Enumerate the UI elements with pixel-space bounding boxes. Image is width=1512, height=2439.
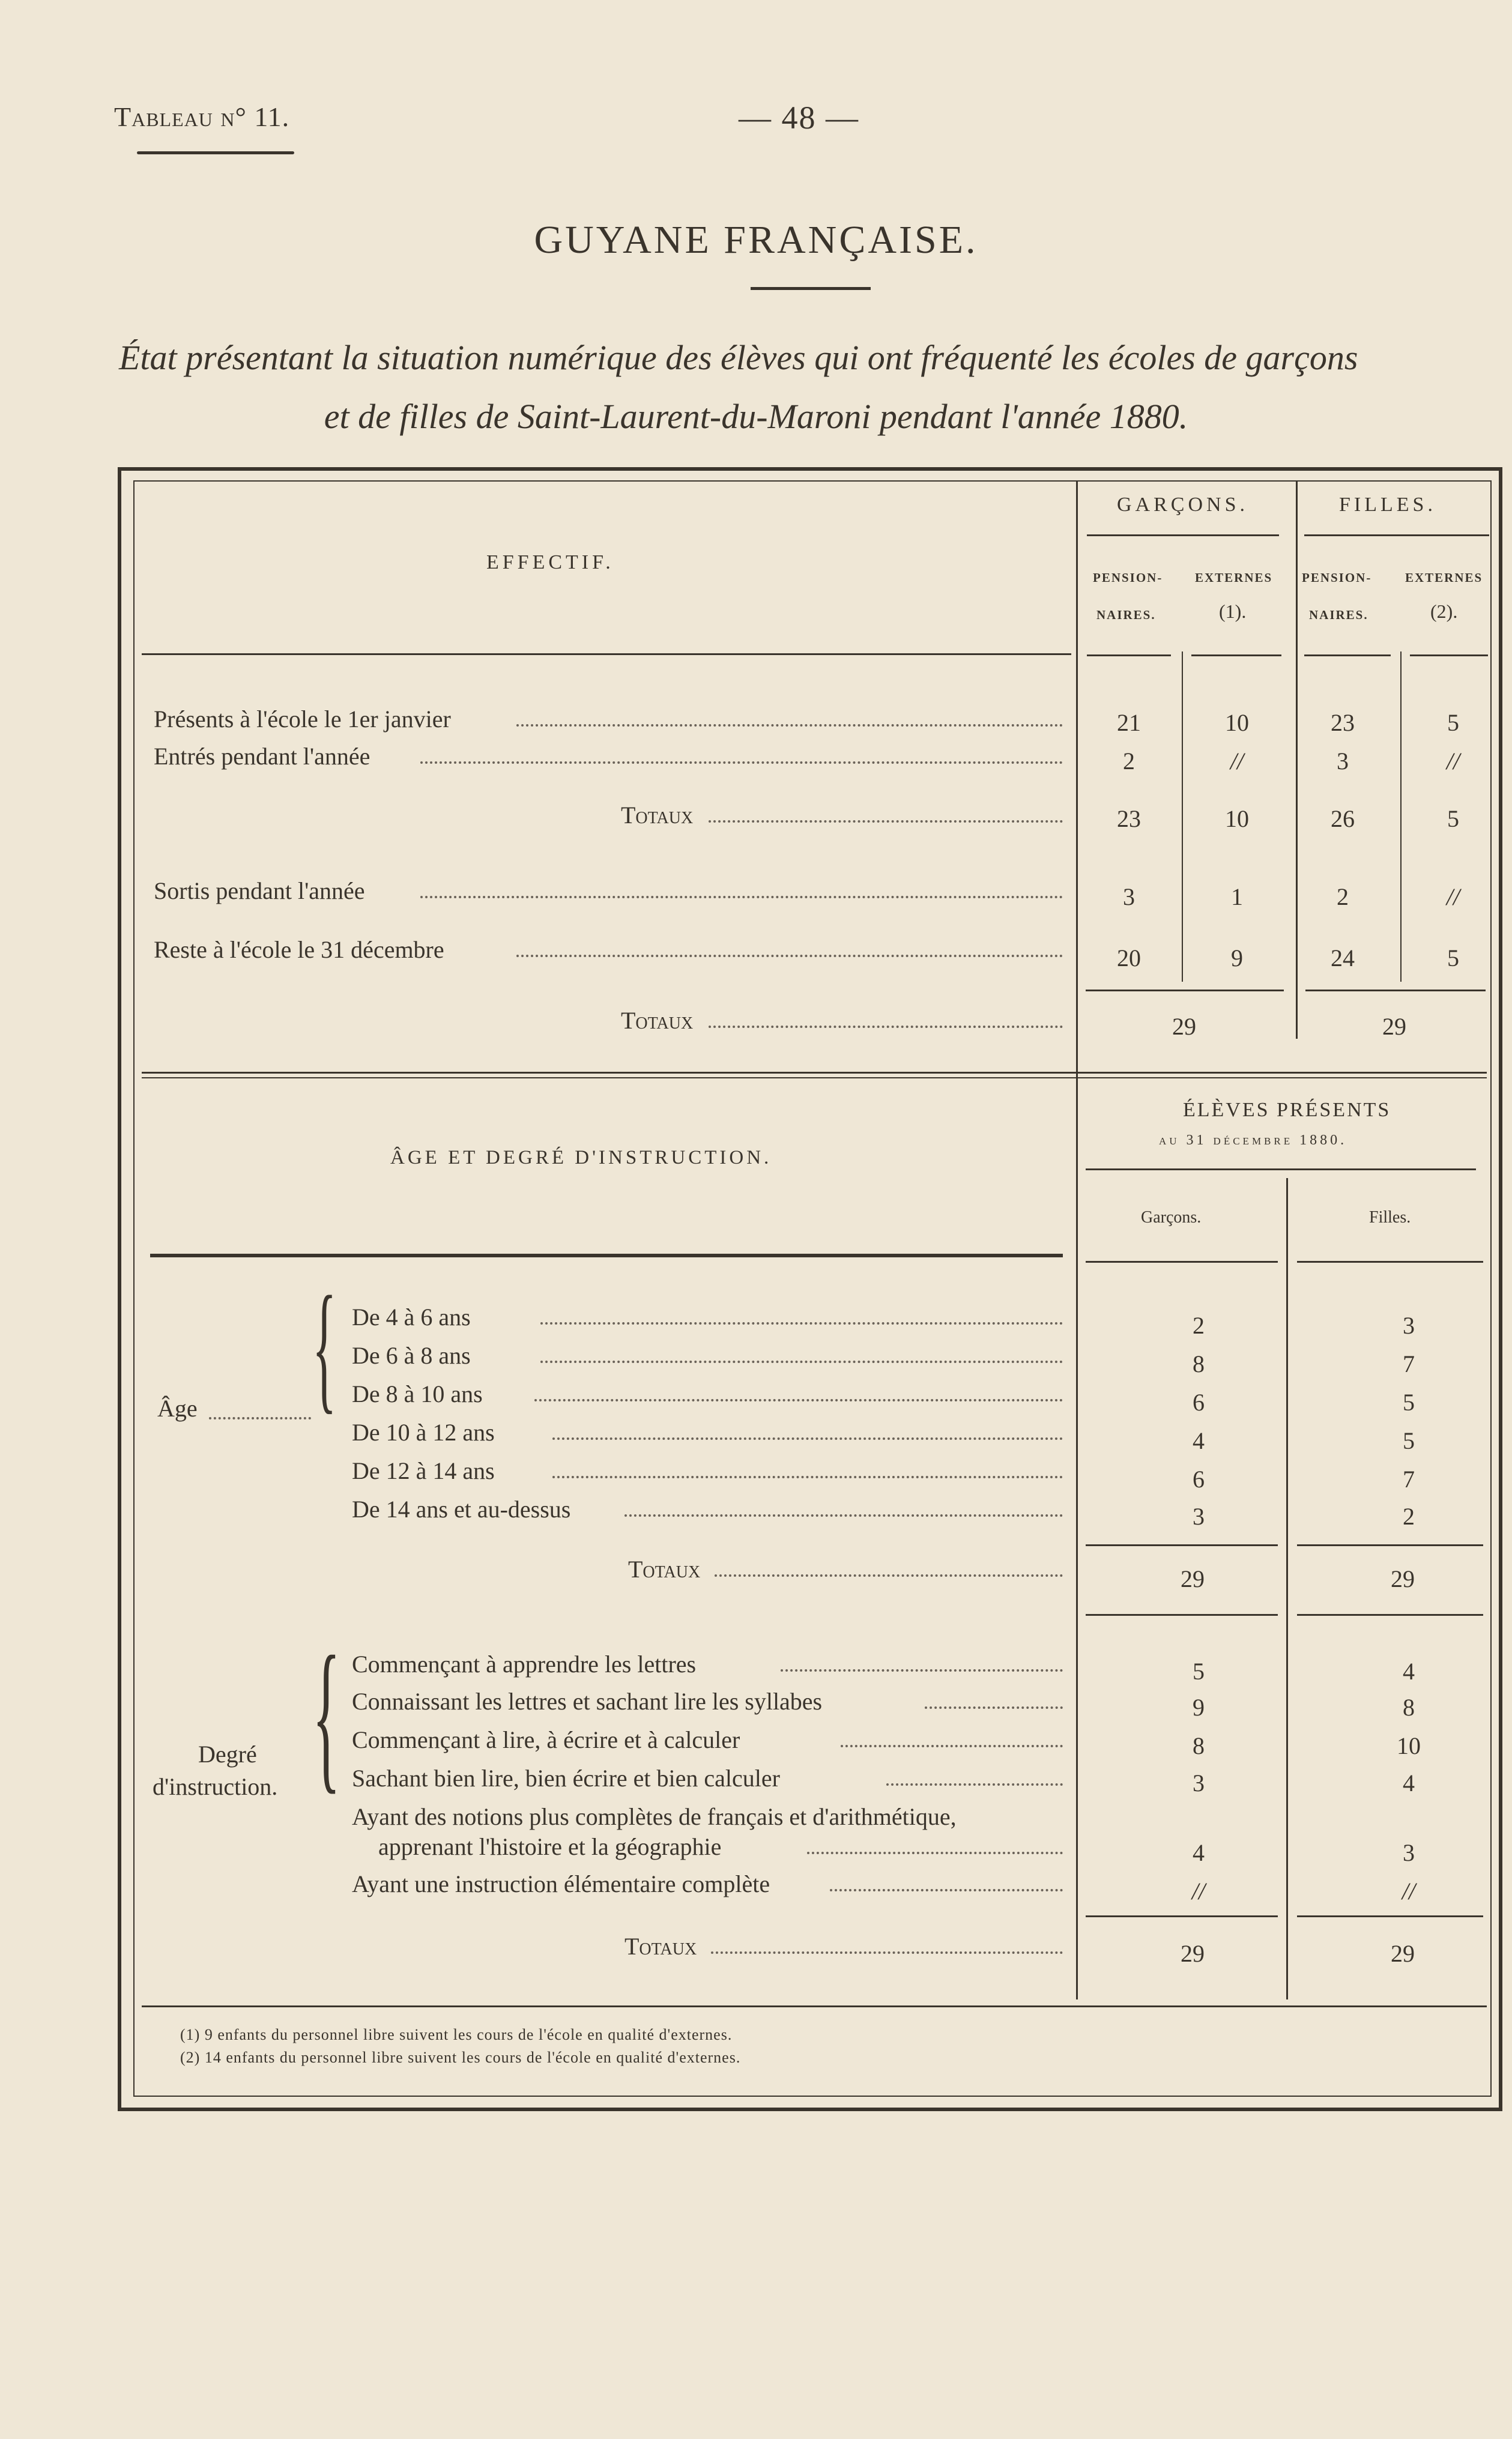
cell-value: // bbox=[1446, 748, 1460, 775]
subtitle-line-1: État présentant la situation numérique des élèves qui ont fréquenté les écoles de garçons bbox=[119, 338, 1358, 377]
age-totaux-label: Totaux bbox=[628, 1556, 701, 1583]
grand-totaux-label: Totaux bbox=[621, 1007, 694, 1034]
age-label: Âge bbox=[157, 1395, 198, 1422]
dot-leader bbox=[624, 1514, 1063, 1517]
row-label: Présents à l'école le 1er janvier bbox=[154, 706, 451, 733]
footnote-2: (2) 14 enfants du personnel libre suivent les cours de l'école en qualité d'externes. bbox=[180, 2049, 741, 2066]
divider-garcons-sub bbox=[1182, 651, 1183, 982]
cell-value: 5 bbox=[1447, 944, 1459, 972]
age-row-label: De 6 à 8 ans bbox=[352, 1342, 471, 1369]
cell-value: 3 bbox=[1123, 883, 1135, 910]
grand-total-garcons: 29 bbox=[1172, 1013, 1196, 1040]
instruction-title: ÂGE ET DEGRÉ D'INSTRUCTION. bbox=[390, 1147, 772, 1168]
dot-leader bbox=[925, 1706, 1063, 1709]
col-filles: Filles. bbox=[1369, 1208, 1411, 1227]
subtitle-line-2: et de filles de Saint-Laurent-du-Maroni pendant l'année 1880. bbox=[324, 397, 1188, 436]
section-separator-1 bbox=[142, 1072, 1487, 1074]
col-pension-a-2: PENSION- bbox=[1302, 570, 1372, 585]
cell-value: 5 bbox=[1447, 709, 1459, 736]
col-pension-b-2: NAIRES. bbox=[1309, 608, 1368, 622]
age-garcons: 3 bbox=[1193, 1503, 1205, 1530]
dot-leader bbox=[209, 1417, 311, 1419]
age-row-label: De 10 à 12 ans bbox=[352, 1419, 495, 1446]
age-filles: 5 bbox=[1403, 1427, 1415, 1454]
dot-leader bbox=[715, 1574, 1063, 1577]
degree-row-label: Sachant bien lire, bien écrire et bien calculer bbox=[352, 1765, 780, 1792]
dot-leader bbox=[841, 1745, 1063, 1747]
age-brace: { bbox=[312, 1266, 337, 1426]
dot-leader bbox=[781, 1669, 1063, 1672]
cell-value: 2 bbox=[1337, 883, 1349, 910]
dot-leader bbox=[711, 1951, 1063, 1954]
effectif-title: EFFECTIF. bbox=[486, 551, 614, 573]
cell-value: 2 bbox=[1123, 748, 1135, 775]
degree-filles: 8 bbox=[1403, 1694, 1415, 1721]
degree-filles: 3 bbox=[1403, 1839, 1415, 1866]
page-number: — 48 — bbox=[739, 100, 859, 136]
dot-leader bbox=[552, 1437, 1063, 1440]
age-garcons: 6 bbox=[1193, 1389, 1205, 1416]
row-label: Entrés pendant l'année bbox=[154, 743, 370, 770]
degree-row-label: Ayant une instruction élémentaire complète bbox=[352, 1870, 770, 1897]
cell-value: // bbox=[1446, 883, 1460, 910]
col-garcons-rule bbox=[1086, 1261, 1278, 1263]
dot-leader bbox=[807, 1852, 1063, 1854]
age-garcons: 6 bbox=[1193, 1466, 1205, 1493]
degree-filles: 4 bbox=[1403, 1658, 1415, 1685]
age-total-garcons: 29 bbox=[1181, 1565, 1205, 1592]
present-rule bbox=[1086, 1168, 1476, 1170]
degree-label-1: Degré bbox=[198, 1741, 257, 1768]
degree-filles: // bbox=[1402, 1878, 1416, 1905]
col-pension-b-1: NAIRES. bbox=[1096, 608, 1156, 622]
instruction-header-rule bbox=[150, 1254, 1063, 1257]
col-externes-1: EXTERNES bbox=[1195, 570, 1273, 585]
age-total-rule-f bbox=[1297, 1544, 1483, 1546]
group-filles: FILLES. bbox=[1339, 494, 1436, 516]
age-total-rule-g bbox=[1086, 1544, 1278, 1546]
degree-garcons: 5 bbox=[1193, 1658, 1205, 1685]
age-row-label: De 8 à 10 ans bbox=[352, 1380, 483, 1407]
divider-garcons-filles bbox=[1296, 480, 1298, 1039]
total-rule-garcons bbox=[1086, 990, 1284, 991]
dot-leader bbox=[516, 955, 1063, 957]
footnote-1: (1) 9 enfants du personnel libre suivent les cours de l'école en qualité d'externes. bbox=[180, 2026, 733, 2043]
row-label: Reste à l'école le 31 décembre bbox=[154, 936, 444, 963]
row-label: Sortis pendant l'année bbox=[154, 877, 365, 904]
age-total-filles: 29 bbox=[1391, 1565, 1415, 1592]
degree-totaux-label: Totaux bbox=[624, 1933, 697, 1960]
present-head-2: au 31 décembre 1880. bbox=[1159, 1132, 1347, 1148]
divider-label-cols bbox=[1076, 480, 1078, 1081]
dot-leader bbox=[709, 1026, 1063, 1028]
col-externes-note-2: (2). bbox=[1430, 600, 1458, 622]
degree-label-2: d'instruction. bbox=[153, 1773, 278, 1800]
dot-leader bbox=[540, 1361, 1063, 1363]
dot-leader bbox=[420, 761, 1063, 764]
age-filles: 3 bbox=[1403, 1312, 1415, 1339]
degree-garcons: 4 bbox=[1193, 1839, 1205, 1866]
title-rule bbox=[751, 287, 871, 290]
garcons-rule bbox=[1087, 534, 1279, 536]
dot-leader bbox=[516, 724, 1063, 727]
dot-leader bbox=[540, 1322, 1063, 1325]
degree-total-filles: 29 bbox=[1391, 1940, 1415, 1967]
age-row-label: De 14 ans et au-dessus bbox=[352, 1496, 571, 1523]
degree-row-label: Connaissant les lettres et sachant lire les syllabes bbox=[352, 1688, 823, 1715]
degree-filles: 10 bbox=[1397, 1732, 1421, 1759]
degree-head-rule-g bbox=[1086, 1614, 1278, 1616]
cell-value: 24 bbox=[1331, 944, 1355, 972]
cell-value: 10 bbox=[1225, 709, 1249, 736]
age-garcons: 2 bbox=[1193, 1312, 1205, 1339]
cell-value: 1 bbox=[1231, 883, 1243, 910]
degree-garcons: 8 bbox=[1193, 1732, 1205, 1759]
degree-row-label-cont: apprenant l'histoire et la géographie bbox=[378, 1833, 722, 1860]
effectif-header-rule bbox=[142, 653, 1071, 655]
degree-filles: 4 bbox=[1403, 1770, 1415, 1797]
divider-filles-sub bbox=[1400, 651, 1402, 982]
degree-garcons: 9 bbox=[1193, 1694, 1205, 1721]
cell-value: 26 bbox=[1331, 805, 1355, 832]
cell-value: 9 bbox=[1231, 944, 1243, 972]
total-rule-filles bbox=[1305, 990, 1486, 991]
col-garcons: Garçons. bbox=[1141, 1208, 1202, 1227]
tableau-underline bbox=[137, 151, 294, 154]
degree-row-label: Commençant à apprendre les lettres bbox=[352, 1651, 697, 1678]
filles-rule bbox=[1304, 534, 1489, 536]
age-row-label: De 12 à 14 ans bbox=[352, 1457, 495, 1484]
divider-label-cols-2 bbox=[1076, 1081, 1078, 1999]
section-separator-2 bbox=[142, 1077, 1487, 1078]
cell-value: 20 bbox=[1117, 944, 1141, 972]
dot-leader bbox=[830, 1889, 1063, 1891]
col-pension-a-1: PENSION- bbox=[1093, 570, 1163, 585]
degree-head-rule-f bbox=[1297, 1614, 1483, 1616]
col-externes-2: EXTERNES bbox=[1405, 570, 1483, 585]
col-externes-note-1: (1). bbox=[1219, 600, 1247, 622]
col-rule-1 bbox=[1087, 654, 1171, 656]
degree-garcons: // bbox=[1191, 1878, 1206, 1905]
age-filles: 7 bbox=[1403, 1350, 1415, 1377]
col-rule-4 bbox=[1410, 654, 1488, 656]
degree-garcons: 3 bbox=[1193, 1770, 1205, 1797]
age-filles: 5 bbox=[1403, 1389, 1415, 1416]
cell-value: // bbox=[1230, 748, 1244, 775]
cell-value: 23 bbox=[1331, 709, 1355, 736]
page-title: GUYANE FRANÇAISE. bbox=[534, 218, 978, 262]
dot-leader bbox=[534, 1399, 1063, 1401]
degree-row-label: Ayant des notions plus complètes de français et d'arithmétique, bbox=[352, 1803, 957, 1830]
divider-garcons-filles-2 bbox=[1286, 1178, 1288, 1999]
degree-brace: { bbox=[312, 1621, 341, 1808]
grand-total-filles: 29 bbox=[1382, 1013, 1406, 1040]
dot-leader bbox=[709, 820, 1063, 823]
cell-value: 10 bbox=[1225, 805, 1249, 832]
cell-value: 3 bbox=[1337, 748, 1349, 775]
col-rule-2 bbox=[1191, 654, 1281, 656]
dot-leader bbox=[886, 1783, 1063, 1786]
cell-value: 5 bbox=[1447, 805, 1459, 832]
dot-leader bbox=[552, 1476, 1063, 1478]
degree-total-rule-f bbox=[1297, 1915, 1483, 1917]
age-filles: 2 bbox=[1403, 1503, 1415, 1530]
age-garcons: 8 bbox=[1193, 1350, 1205, 1377]
totaux-label: Totaux bbox=[621, 802, 694, 829]
degree-total-garcons: 29 bbox=[1181, 1940, 1205, 1967]
degree-total-rule-g bbox=[1086, 1915, 1278, 1917]
cell-value: 21 bbox=[1117, 709, 1141, 736]
col-rule-3 bbox=[1304, 654, 1391, 656]
age-filles: 7 bbox=[1403, 1466, 1415, 1493]
cell-value: 23 bbox=[1117, 805, 1141, 832]
col-filles-rule bbox=[1297, 1261, 1483, 1263]
group-garcons: GARÇONS. bbox=[1117, 494, 1248, 516]
dot-leader bbox=[420, 896, 1063, 898]
present-head-1: ÉLÈVES PRÉSENTS bbox=[1183, 1099, 1391, 1121]
age-garcons: 4 bbox=[1193, 1427, 1205, 1454]
footnote-rule bbox=[142, 2005, 1487, 2007]
age-row-label: De 4 à 6 ans bbox=[352, 1304, 471, 1331]
tableau-number: Tableau n° 11. bbox=[114, 101, 290, 132]
degree-row-label: Commençant à lire, à écrire et à calculer bbox=[352, 1726, 740, 1753]
